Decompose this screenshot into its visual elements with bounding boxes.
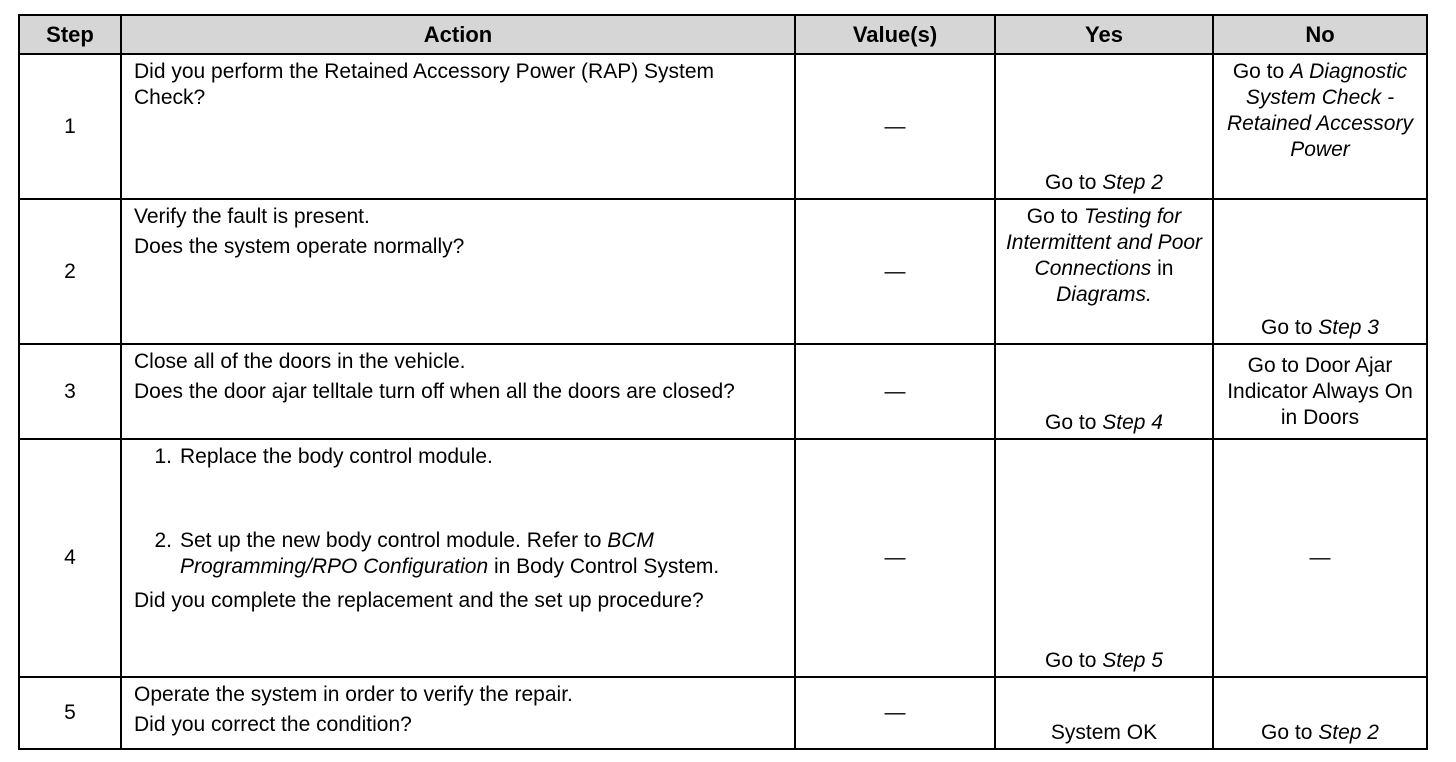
table-row — [19, 439, 1427, 677]
header-yes: Yes — [995, 15, 1213, 54]
header-values: Value(s) — [795, 15, 995, 54]
list-item: 1. Replace the body control module. — [154, 445, 493, 468]
table-row — [19, 677, 1427, 749]
action-text: Operate the system in order to verify the repair. — [134, 683, 573, 706]
value-cell: — — [795, 439, 995, 677]
yes-cell: Go to Step 4 — [995, 344, 1213, 439]
header-step: Step — [19, 15, 121, 54]
action-cell — [121, 199, 795, 344]
action-question: Does the system operate normally? — [134, 235, 465, 258]
value-cell: — — [795, 344, 995, 439]
no-cell: — — [1213, 439, 1427, 677]
step-number: 3 — [19, 344, 121, 439]
table-row — [19, 54, 1427, 199]
yes-cell: Go to Step 5 — [995, 439, 1213, 677]
header-action: Action — [121, 15, 795, 54]
yes-cell: System OK — [995, 677, 1213, 749]
yes-cell: Go to Step 2 — [995, 54, 1213, 199]
header-row — [19, 15, 1427, 54]
step-number: 4 — [19, 439, 121, 677]
action-question: Did you correct the condition? — [134, 713, 412, 736]
no-cell: Go to Door Ajar Indicator Always On in Doors — [1213, 344, 1427, 439]
action-question: Did you complete the replacement and the set up procedure? — [134, 589, 704, 612]
no-cell: Go to Step 2 — [1213, 677, 1427, 749]
header-no: No — [1213, 15, 1427, 54]
action-question: Does the door ajar telltale turn off when all the doors are closed? — [134, 380, 735, 403]
no-cell: Go to A Diagnostic System Check - Retained Accessory Power — [1213, 54, 1427, 199]
action-text: Verify the fault is present. — [134, 205, 370, 228]
value-cell: — — [795, 677, 995, 749]
step-number: 2 — [19, 199, 121, 344]
action-cell — [121, 677, 795, 749]
no-cell: Go to Step 3 — [1213, 199, 1427, 344]
table-row — [19, 199, 1427, 344]
step-number: 1 — [19, 54, 121, 199]
value-cell: — — [795, 199, 995, 344]
action-cell — [121, 344, 795, 439]
action-cell — [121, 54, 795, 199]
value-cell: — — [795, 54, 995, 199]
diagnostic-table — [18, 14, 1428, 750]
table-row — [19, 344, 1427, 439]
action-cell — [121, 439, 795, 677]
list-item: 2. Set up the new body control module. Refer to BCM Programming/RPO Configuration in Body Control System. — [154, 529, 720, 578]
action-text: Did you perform the Retained Accessory Power (RAP) System Check? — [134, 60, 715, 109]
step-number: 5 — [19, 677, 121, 749]
action-text: Close all of the doors in the vehicle. — [134, 350, 466, 373]
yes-cell: Go to Testing for Intermittent and Poor Connections in Diagrams. — [995, 199, 1213, 344]
